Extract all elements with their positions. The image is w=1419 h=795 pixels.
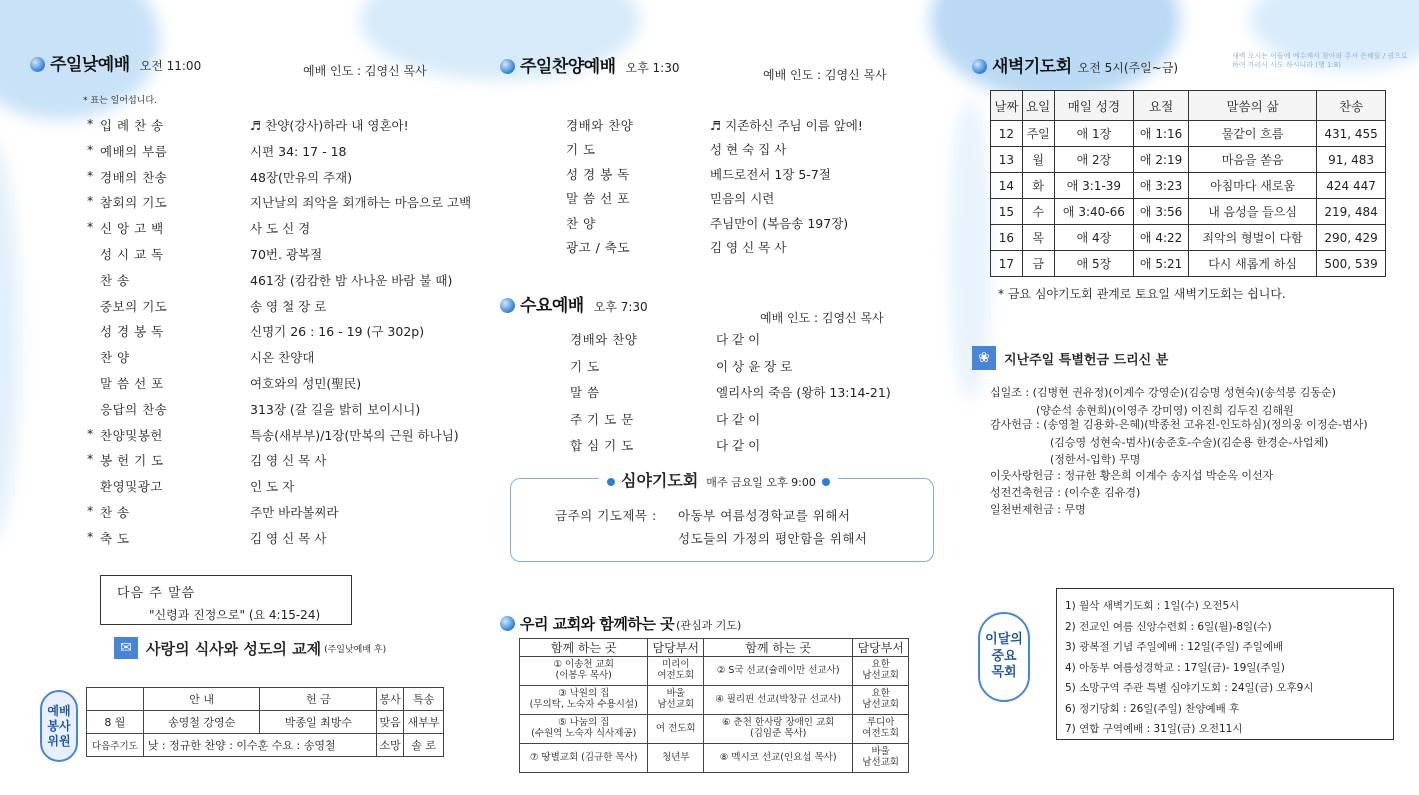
grapes-icon: ❀ [972, 346, 996, 370]
missions-cell: ③ 낙원의 집 (무의탁, 노숙자 수용시설) [520, 686, 648, 715]
order-content: 주님만이 (복음송 197장) [710, 215, 849, 231]
dawn-header-cell: 찬송 [1317, 91, 1386, 121]
missions-row [520, 715, 909, 744]
missions-row [520, 686, 909, 715]
bullet-icon [607, 478, 615, 486]
missions-subtitle: (관심과 기도) [676, 619, 742, 632]
dawn-cell: 금 [1022, 251, 1054, 277]
order-label: 찬 송 [100, 505, 130, 520]
committee-header-cell [87, 688, 144, 711]
order-label: 성 경 봉 독 [100, 324, 164, 340]
order-content: 김 영 신 목 사 [250, 530, 327, 546]
order-content: 시온 찬양대 [250, 350, 315, 366]
order-content: 다 같 이 [716, 411, 761, 427]
order-content: 특송(새부부)/1장(만복의 근원 하나님) [250, 427, 459, 443]
order-content: 엘리사의 죽음 (왕하 13:14-21) [716, 385, 891, 400]
committee-header-cell: 헌 금 [260, 688, 377, 711]
dawn-service-header [972, 52, 1178, 77]
missions-cell: ⑦ 땅별교회 (김규한 목사) [520, 744, 648, 773]
dawn-cell: 다시 새롭게 하심 [1189, 251, 1317, 277]
dawn-row [991, 173, 1386, 199]
order-label: 봉 헌 기 도 [100, 453, 164, 469]
dawn-cell: 애 5:21 [1134, 251, 1189, 277]
offering-line: 감사헌금 : (송영철 김용화-은혜)(박종천 고유진-인도하심)(정의웅 이정순-범사) [990, 418, 1368, 431]
stand-mark: * [87, 425, 94, 441]
committee-label-text: 예배 봉사 위원 [47, 703, 71, 748]
dawn-header-cell: 매일 성경 [1054, 91, 1134, 121]
missions-cell: 요한 남선교회 [853, 657, 909, 686]
monthly-item: 4) 아동부 여름성경학교 : 17일(금)- 19일(주일) [1065, 661, 1285, 674]
order-content: 주만 바라볼찌라 [250, 505, 339, 520]
order-content: 김 영 신 목 사 [250, 453, 327, 469]
dawn-header-cell: 말씀의 삶 [1189, 91, 1317, 121]
order-content: 여호와의 성민(聖民) [250, 376, 362, 391]
order-label: 성 경 봉 독 [566, 166, 630, 182]
order-content: 다 같 이 [716, 438, 761, 453]
missions-cell: 바울 남선교회 [648, 686, 704, 715]
order-label: 입 례 찬 송 [100, 118, 164, 133]
monthly-item: 7) 연합 구역예배 : 31일(금) 오전11시 [1065, 723, 1243, 735]
missions-header-cell: 담당부서 [853, 639, 909, 657]
order-label: 응답의 찬송 [100, 401, 168, 417]
morning-service-time: 오전 11:00 [139, 59, 202, 73]
offering-line: 일천번제헌금 : 무명 [990, 503, 1086, 516]
dawn-header-cell: 날짜 [991, 91, 1023, 121]
missions-body [520, 657, 909, 773]
order-label: 중보의 기도 [100, 298, 168, 314]
order-label: 참회의 기도 [100, 195, 168, 211]
dawn-cell: 주일 [1022, 121, 1054, 147]
dawn-cell: 아침마다 새로움 [1189, 173, 1317, 199]
order-label: 기 도 [570, 358, 600, 374]
dawn-cell: 애 1장 [1054, 121, 1134, 147]
monthly-box [1056, 588, 1394, 740]
bullet-icon [822, 478, 830, 486]
next-special: 솔 로 [404, 734, 444, 757]
stand-mark: * [87, 116, 94, 131]
dawn-cell: 수 [1022, 199, 1054, 225]
dawn-header-cell: 요절 [1134, 91, 1189, 121]
missions-cell: 요한 남선교회 [853, 686, 909, 715]
dawn-cell: 물같이 흐름 [1189, 121, 1317, 147]
dawn-cell: 91, 483 [1317, 147, 1386, 173]
offering-title: 지난주일 특별헌금 드리신 분 [1004, 352, 1169, 368]
dawn-cell: 애 3:23 [1134, 173, 1189, 199]
order-label: 찬 양 [566, 215, 596, 231]
monthly-item: 3) 광복절 기념 주일예배 : 12일(주일) 주일예배 [1065, 641, 1284, 653]
order-label: 말 씀 [570, 385, 600, 400]
wednesday-service-time: 오후 7:30 [593, 300, 648, 314]
dawn-cell: 500, 539 [1317, 251, 1386, 277]
missions-cell: 미리이 여전도회 [648, 657, 704, 686]
watermark-text: 새벽 오시는 이들에 예수께서 찾아와 주셔 은혜를 / 권으로 하여 가리시 사도 하시니라 (행 1:8) [1232, 52, 1408, 70]
missions-cell: 여 전도회 [648, 715, 704, 744]
dawn-cell: 월 [1022, 147, 1054, 173]
night-prayer-header [599, 468, 838, 491]
next-week-box [100, 575, 352, 625]
monthly-item: 6) 정기당회 : 26일(주일) 찬양예배 후 [1065, 702, 1240, 715]
bullet-icon [972, 59, 987, 74]
stand-mark: * [87, 141, 94, 157]
dawn-cell: 애 4장 [1054, 225, 1134, 251]
night-prayer-title: 심야기도회 [621, 471, 699, 490]
order-label: 예배의 부름 [100, 143, 168, 159]
order-content: 70번. 광복절 [250, 247, 323, 262]
order-label: 기 도 [566, 142, 596, 158]
committee-cell: 박종일 최방수 [260, 711, 377, 734]
next-prayers: 낮 : 정규한 찬양 : 이수훈 수요 : 송영철 [143, 734, 376, 757]
dawn-cell: 애 3:1-39 [1054, 173, 1134, 199]
dawn-cell: 죄악의 형벌이 다함 [1189, 225, 1317, 251]
prayer-topic-1: 아동부 여름성경학교를 위해서 [678, 508, 851, 523]
morning-leader: 예배 인도 : 김영신 목사 [303, 64, 427, 78]
order-label: 말 씀 선 포 [566, 191, 630, 207]
committee-header-cell: 봉사 [377, 688, 404, 711]
offering-line: 이웃사랑헌금 : 정규한 황은희 이계수 송지섭 박순옥 이선자 [990, 469, 1274, 482]
prayer-topic-label: 금주의 기도제목 : [555, 508, 657, 523]
dawn-cell: 13 [991, 147, 1023, 173]
monthly-label [978, 612, 1030, 702]
dawn-cell: 15 [991, 199, 1023, 225]
committee-header-row [87, 688, 444, 711]
committee-cell: 새부부 [404, 711, 444, 734]
order-content: 인 도 자 [250, 479, 295, 495]
stand-mark: * [87, 193, 94, 209]
monthly-label-text: 이달의 중요 목회 [985, 631, 1023, 681]
fellowship-title: 사랑의 식사와 성도의 교제 [146, 639, 322, 658]
dawn-cell: 애 3:40-66 [1054, 199, 1134, 225]
offering-header [972, 346, 1168, 370]
wednesday-leader: 예배 인도 : 김영신 목사 [760, 311, 884, 325]
fellowship-note: (주일낮예배 후) [324, 644, 387, 655]
afternoon-leader: 예배 인도 : 김영신 목사 [763, 68, 887, 82]
dawn-cell: 17 [991, 251, 1023, 277]
dawn-cell: 16 [991, 225, 1023, 251]
order-label: 경배와 찬양 [566, 118, 634, 133]
missions-row [520, 744, 909, 773]
next-week-label: 다음 주 말씀 [117, 586, 196, 601]
order-label: 합 심 기 도 [570, 438, 634, 453]
missions-title: 우리 교회와 함께하는 곳 [520, 615, 675, 633]
order-content: 베드로전서 1장 5-7절 [710, 166, 831, 182]
order-content: 사 도 신 경 [250, 221, 311, 237]
order-content: 313장 (갈 길을 밝히 보이시니) [250, 401, 421, 417]
afternoon-service-header [500, 52, 680, 77]
missions-cell: ④ 필리핀 선교(박창규 선교사) [704, 686, 853, 715]
dawn-cell: 애 5장 [1054, 251, 1134, 277]
order-content: 믿음의 시련 [710, 191, 775, 207]
dawn-cell: 애 2장 [1054, 147, 1134, 173]
order-content: 461장 (캄캄한 밤 사나운 바람 불 때) [250, 272, 453, 288]
order-label: 찬 양 [100, 350, 130, 366]
order-label: 경배와 찬양 [570, 332, 638, 347]
morning-service-title: 주일낮예배 [50, 55, 130, 75]
dawn-body [991, 121, 1386, 277]
missions-cell: ⑤ 나눔의 집 (수원역 노숙자 식사제공) [520, 715, 648, 744]
missions-row [520, 657, 909, 686]
order-label: 주 기 도 문 [570, 411, 634, 427]
dove-icon: ✉ [114, 637, 138, 659]
dawn-row [991, 225, 1386, 251]
committee-header-cell: 특송 [404, 688, 444, 711]
missions-cell: 청년부 [648, 744, 704, 773]
standing-note: * 표는 일어섭니다. [83, 96, 157, 106]
wednesday-service-header [500, 291, 648, 316]
dawn-header-row [991, 91, 1386, 121]
dawn-cell: 마음을 쏟음 [1189, 147, 1317, 173]
missions-cell: ⑧ 멕시코 선교(인요섭 목사) [704, 744, 853, 773]
order-content: 송 영 철 장 로 [250, 298, 327, 314]
next-label: 다음주기도 [87, 734, 144, 757]
decor-blob [930, 0, 1180, 100]
dawn-cell: 12 [991, 121, 1023, 147]
dawn-row [991, 147, 1386, 173]
committee-table [86, 687, 444, 757]
order-label: 신 앙 고 백 [100, 221, 164, 237]
missions-header-cell: 함께 하는 곳 [520, 639, 648, 657]
stand-mark: * [87, 167, 94, 183]
stand-mark: * [87, 219, 94, 235]
missions-cell: 바울 남선교회 [853, 744, 909, 773]
dawn-header-cell: 요일 [1022, 91, 1054, 121]
dawn-cell: 431, 455 [1317, 121, 1386, 147]
order-label: 축 도 [100, 530, 130, 546]
dawn-row [991, 121, 1386, 147]
dawn-cell: 424 447 [1317, 173, 1386, 199]
order-content: 김 영 신 목 사 [710, 240, 787, 255]
fellowship-header [114, 637, 386, 659]
order-content: 48장(만유의 주재) [250, 169, 353, 185]
missions-table [519, 638, 909, 773]
afternoon-service-time: 오후 1:30 [625, 61, 680, 75]
committee-cell: 송영철 강영순 [143, 711, 260, 734]
next-service: 소망 [377, 734, 404, 757]
dawn-table [990, 90, 1386, 277]
missions-cell: ① 이송천 교회 (이봉우 목사) [520, 657, 648, 686]
wednesday-service-title: 수요예배 [520, 296, 584, 316]
stand-mark: * [87, 528, 94, 544]
dawn-cell: 219, 484 [1317, 199, 1386, 225]
committee-label [40, 690, 78, 762]
dawn-cell: 화 [1022, 173, 1054, 199]
order-content: 시편 34: 17 - 18 [250, 143, 347, 159]
order-content: 지난날의 죄악을 회개하는 마음으로 고백 [250, 195, 472, 211]
dawn-cell: 애 2:19 [1134, 147, 1189, 173]
monthly-item: 5) 소망구역 주관 특별 심야기도회 : 24일(금) 오후9시 [1065, 682, 1314, 694]
committee-cell: 맞음 [377, 711, 404, 734]
missions-header-cell: 함께 하는 곳 [704, 639, 853, 657]
dawn-cell: 애 1:16 [1134, 121, 1189, 147]
order-label: 말 씀 선 포 [100, 376, 164, 391]
bullet-icon [30, 57, 45, 72]
night-prayer-time: 매주 금요일 오후 9:00 [706, 476, 816, 489]
afternoon-service-title: 주일찬양예배 [520, 57, 616, 77]
bullet-icon [500, 59, 515, 74]
order-label: 찬 송 [100, 272, 130, 288]
stand-mark: * [87, 451, 94, 467]
order-label: 광고 / 축도 [566, 240, 630, 255]
order-content: ♬ 찬양(강사)하라 내 영혼아! [250, 118, 409, 133]
dawn-cell: 애 3:56 [1134, 199, 1189, 225]
offering-line: (김승영 성현숙-범사)(송준호-수술)(김순용 한경순-사업체) [1050, 436, 1329, 449]
dawn-service-title: 새벽기도회 [992, 57, 1072, 77]
morning-service-header [30, 50, 201, 75]
committee-next-row [87, 734, 444, 757]
dawn-cell: 290, 429 [1317, 225, 1386, 251]
order-label: 경배의 찬송 [100, 169, 168, 185]
order-content: 성 현 숙 집 사 [710, 142, 787, 158]
stand-mark: * [87, 503, 94, 518]
dawn-row [991, 199, 1386, 225]
committee-cell: 8 월 [87, 711, 144, 734]
monthly-item: 1) 월삭 새벽기도회 : 1일(수) 오전5시 [1065, 600, 1240, 612]
missions-header [500, 613, 741, 634]
missions-cell: ② S국 선교(슐레이만 선교사) [704, 657, 853, 686]
committee-header-cell: 안 내 [143, 688, 260, 711]
dawn-cell: 목 [1022, 225, 1054, 251]
dawn-service-time: 오전 5시(주일~금) [1077, 61, 1179, 75]
order-content: 이 상 윤 장 로 [716, 358, 793, 374]
order-label: 성 시 교 독 [100, 247, 164, 262]
night-prayer-box [510, 471, 934, 562]
order-content: 신명기 26 : 16 - 19 (구 302p) [250, 324, 425, 340]
dawn-note: * 금요 심야기도회 관계로 토요일 새벽기도회는 쉽니다. [998, 287, 1286, 301]
dawn-row [991, 251, 1386, 277]
dawn-cell: 내 음성을 들으심 [1189, 199, 1317, 225]
next-week-text: "신령과 진정으로" (요 4:15-24) [149, 608, 321, 622]
offering-line: 십일조 : (김병현 권유정)(이계수 강영순)(김승명 성현숙)(송석봉 김동순) [990, 386, 1336, 399]
dawn-cell: 14 [991, 173, 1023, 199]
committee-row [87, 711, 444, 734]
decor-blob [0, 140, 20, 540]
monthly-item: 2) 전교인 여름 신앙수련회 : 6일(월)-8일(수) [1065, 620, 1272, 633]
order-content: ♬ 지존하신 주님 이름 앞에! [710, 118, 863, 133]
offering-line: 성전건축헌금 : (이수훈 김유경) [990, 486, 1141, 499]
prayer-topic-2: 성도들의 가정의 평안함을 위해서 [678, 531, 868, 546]
dawn-cell: 애 4:22 [1134, 225, 1189, 251]
missions-cell: 루디아 여전도회 [853, 715, 909, 744]
bullet-icon [500, 616, 515, 631]
offering-line: (정한서-입학) 무명 [1050, 453, 1141, 466]
missions-header-cell: 담당부서 [648, 639, 704, 657]
missions-header-row [520, 639, 909, 657]
order-label: 환영및광고 [100, 479, 163, 495]
order-label: 찬양및봉헌 [100, 427, 163, 443]
missions-cell: ⑥ 춘천 한사랑 장애인 교회 (김임준 목사) [704, 715, 853, 744]
order-content: 다 같 이 [716, 332, 761, 347]
offering-line: (양순석 송현희)(이영주 강미영) 이진희 김두진 김해원 [1036, 404, 1294, 417]
bullet-icon [500, 298, 515, 313]
